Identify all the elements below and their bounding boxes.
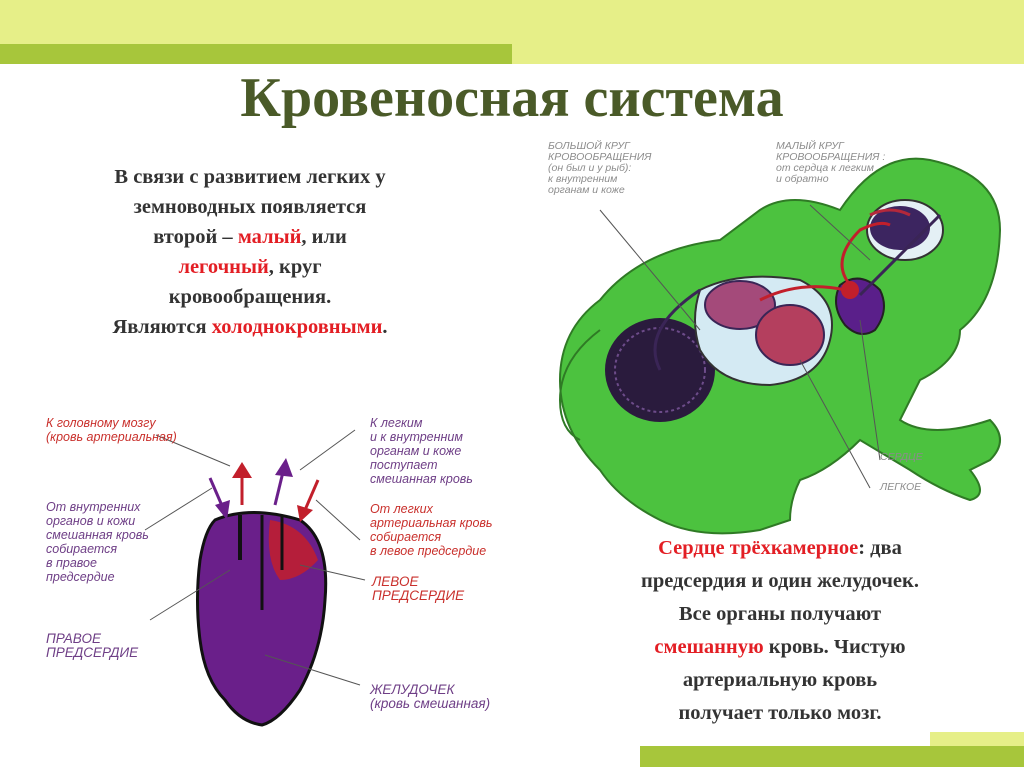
summary-line: артериальную кровь	[682, 669, 878, 691]
label-heart: СЕРДЦЕ	[880, 451, 923, 463]
highlight-term: малый	[237, 226, 302, 248]
highlight-term: Сердце трёхкамерное	[658, 537, 859, 559]
highlight-term: смешанную	[654, 636, 764, 658]
slide-title: Кровеносная система	[240, 67, 784, 129]
intro-line: В связи с развитием легких у	[114, 166, 386, 188]
intro-line: земноводных появляется	[133, 196, 367, 218]
summary-line: Все органы получают	[678, 603, 882, 625]
summary-line: смешанную кровь. Чистую	[654, 636, 906, 658]
intro-line: легочный, круг	[178, 256, 322, 278]
label-from-lungs: От легких артериальная кровь собирается в левое предсердие	[370, 502, 493, 558]
intro-line: второй – малый, или	[153, 226, 347, 248]
label-big-circle: БОЛЬШОЙ КРУГ КРОВООБРАЩЕНИЯ (он был и у рыб): к внутренним органам и коже	[548, 140, 652, 196]
label-to-lungs-organs: К легким и к внутренним органам и коже поступает смешанная кровь	[370, 416, 473, 486]
label-lung: ЛЕГКОЕ	[880, 481, 922, 493]
label-ventricle: ЖЕЛУДОЧЕК (кровь смешанная)	[370, 682, 491, 711]
label-left-atrium: ЛЕВОЕ ПРЕДСЕРДИЕ	[372, 574, 465, 603]
intro-line: Являются холоднокровными.	[112, 316, 388, 338]
label-small-circle: МАЛЫЙ КРУГ КРОВООБРАЩЕНИЯ : от сердца к легким и обратно	[776, 140, 886, 185]
highlight-term: легочный	[178, 256, 269, 278]
intro-line: кровообращения.	[168, 286, 332, 308]
label-right-atrium: ПРАВОЕ ПРЕДСЕРДИЕ	[46, 631, 139, 660]
summary-line: предсердия и один желудочек.	[641, 570, 919, 592]
heart-summary-paragraph	[568, 532, 992, 730]
summary-line: получает только мозг.	[678, 702, 882, 724]
highlight-term: холоднокровными	[211, 316, 383, 338]
label-from-organs: От внутренних органов и кожи смешанная кровь собирается в правое предсердие	[46, 500, 149, 584]
label-to-brain: К головному мозгу (кровь артериальная)	[46, 416, 177, 444]
summary-line: Сердце трёхкамерное: два	[658, 537, 902, 559]
